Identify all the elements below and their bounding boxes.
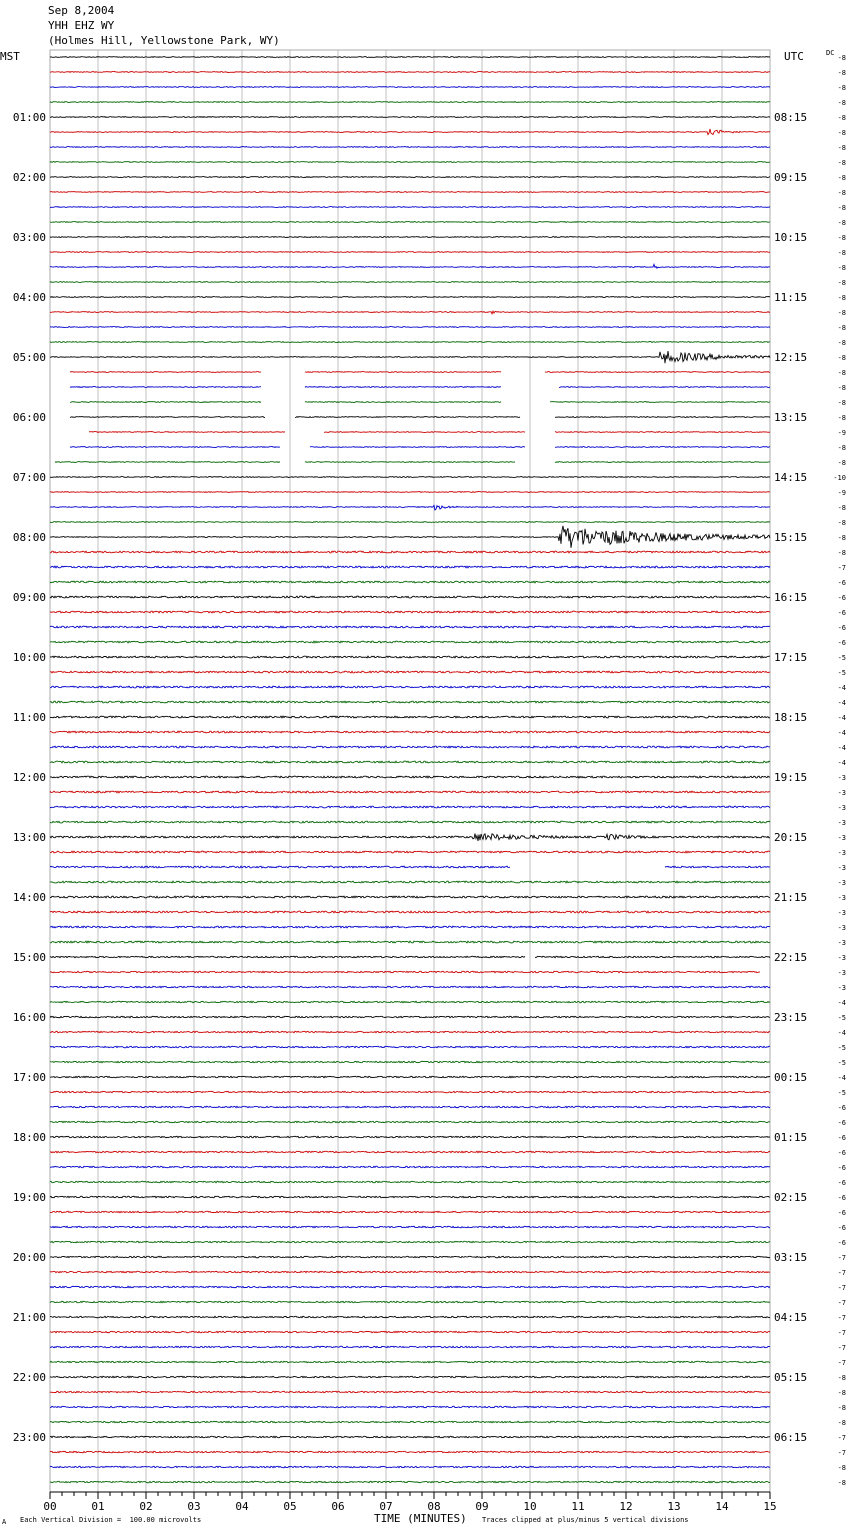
right-hour-label: 23:15 [774,1011,808,1024]
dc-offset-label: -6 [837,624,846,632]
trace-53 [50,851,770,853]
trace-37 [50,611,770,613]
trace-83 [50,1301,770,1303]
x-tick-label: 03 [187,1500,201,1513]
trace-24 [70,417,770,418]
trace-88 [50,1376,770,1378]
dc-offset-label: -8 [837,114,846,122]
trace-38 [50,626,770,628]
trace-71 [50,1121,770,1123]
dc-offset-label: -7 [837,1344,846,1352]
trace-23 [70,402,770,403]
dc-offset-label: -5 [837,1089,846,1097]
dc-offset-label: -8 [837,249,846,257]
dc-offset-label: -5 [837,654,846,662]
dc-offset-label: -8 [837,99,846,107]
dc-offset-label: -3 [837,834,846,842]
x-tick-label: 15 [763,1500,777,1513]
left-zone-label: MST [0,50,20,63]
trace-46 [50,746,770,748]
trace-8 [50,177,770,178]
trace-74 [50,1166,770,1168]
dc-offset-label: -6 [837,579,846,587]
trace-27 [55,462,770,463]
trace-81 [50,1271,770,1273]
trace-89 [50,1391,770,1392]
dc-offset-label: -5 [837,1059,846,1067]
right-hour-label: 02:15 [774,1191,808,1204]
plot-frame [50,50,770,1492]
left-hour-label: 02:00 [12,171,46,184]
dc-offset-label: -7 [837,1359,846,1367]
trace-15 [50,282,770,283]
minute-gridlines [50,50,770,1492]
dc-column-label: DC [826,49,835,57]
trace-39 [50,641,770,643]
dc-offset-label: -8 [837,369,846,377]
left-hour-label: 21:00 [12,1311,46,1324]
trace-11 [50,222,770,223]
trace-34 [50,566,770,568]
dc-offset-label: -6 [837,1194,846,1202]
right-hour-label: 09:15 [774,171,808,184]
trace-70 [50,1106,770,1108]
trace-10 [50,207,770,208]
trace-35 [50,581,770,583]
dc-offset-label: -6 [837,1104,846,1112]
dc-offset-label: -3 [837,969,846,977]
left-hour-label: 04:00 [12,291,46,304]
trace-80 [50,1256,770,1258]
dc-offset-label: -8 [837,324,846,332]
right-hour-label: 01:15 [774,1131,808,1144]
right-hour-label: 22:15 [774,951,808,964]
dc-offset-label: -8 [837,159,846,167]
right-hour-label: 21:15 [774,891,808,904]
dc-offset-label: -8 [837,174,846,182]
x-tick-label: 14 [715,1500,729,1513]
dc-offset-label: -8 [837,399,846,407]
trace-87 [50,1361,770,1363]
dc-offset-label: -6 [837,1119,846,1127]
dc-offset-label: -8 [837,234,846,242]
dc-offset-label: -7 [837,1434,846,1442]
x-tick-label: 11 [571,1500,585,1513]
left-hour-label: 18:00 [12,1131,46,1144]
left-hour-label: 08:00 [12,531,46,544]
trace-77 [50,1211,770,1213]
dc-offset-label: -9 [837,429,846,437]
station-location: (Holmes Hill, Yellowstone Park, WY) [48,34,280,47]
dc-offset-label: -10 [833,474,846,482]
dc-offset-label: -8 [837,84,846,92]
trace-84 [50,1316,770,1318]
trace-69 [50,1091,770,1093]
right-hour-label: 15:15 [774,531,808,544]
dc-offset-label: -4 [837,1074,846,1082]
dc-offset-label: -8 [837,204,846,212]
trace-9 [50,192,770,193]
x-tick-label: 10 [523,1500,537,1513]
dc-offset-label: -7 [837,1329,846,1337]
dc-offset-label: -8 [837,144,846,152]
dc-offset-label: -6 [837,1134,846,1142]
trace-50 [50,806,770,808]
scale-note: Each Vertical Division = 100.00 microvolts [20,1516,202,1524]
dc-offset-label: -4 [837,699,846,707]
dc-offset-label: -8 [837,1404,846,1412]
trace-76 [50,1196,770,1197]
dc-offset-label: -9 [837,489,846,497]
dc-offset-label: -8 [837,1374,846,1382]
dc-offset-label: -6 [837,1164,846,1172]
dc-offset-label: -8 [837,1464,846,1472]
dc-offset-label: -8 [837,264,846,272]
right-zone-label: UTC [784,50,804,63]
dc-offset-label: -4 [837,714,846,722]
dc-offset-label: -4 [837,759,846,767]
left-hour-label: 01:00 [12,111,46,124]
trace-20 [50,351,770,363]
dc-offset-label: -8 [837,384,846,392]
trace-22 [70,387,770,388]
trace-66 [50,1046,770,1048]
trace-26 [70,447,770,448]
trace-91 [50,1421,770,1423]
dc-offset-label: -4 [837,1029,846,1037]
dc-offset-label: -3 [837,924,846,932]
trace-45 [50,731,770,733]
dc-offset-label: -3 [837,819,846,827]
dc-offset-label: -4 [837,999,846,1007]
dc-offset-label: -7 [837,1314,846,1322]
trace-90 [50,1406,770,1408]
dc-offset-label: -4 [837,684,846,692]
dc-offset-label: -8 [837,309,846,317]
trace-31 [50,522,770,523]
dc-offset-label: -6 [837,1179,846,1187]
dc-offset-label: -3 [837,894,846,902]
trace-0 [50,57,770,58]
x-tick-label: 12 [619,1500,633,1513]
trace-1 [50,72,770,73]
left-hour-label: 05:00 [12,351,46,364]
trace-32 [50,526,770,548]
trace-4 [50,117,770,118]
right-hour-label: 16:15 [774,591,808,604]
dc-offset-label: -8 [837,219,846,227]
left-hour-label: 22:00 [12,1371,46,1384]
left-hour-label: 06:00 [12,411,46,424]
trace-55 [50,881,770,883]
left-hour-label: 03:00 [12,231,46,244]
x-tick-label: 08 [427,1500,441,1513]
trace-92 [50,1436,770,1438]
trace-63 [50,1001,770,1003]
dc-offset-label: -8 [837,69,846,77]
trace-62 [50,986,770,988]
left-hour-label: 23:00 [12,1431,46,1444]
trace-57 [50,911,770,913]
trace-47 [50,761,770,763]
dc-offset-label: -6 [837,1209,846,1217]
right-hour-label: 05:15 [774,1371,808,1384]
time-axis [43,1492,776,1513]
dc-offset-label: -8 [837,339,846,347]
clip-note: Traces clipped at plus/minus 5 vertical divisions [482,1516,689,1524]
dc-offset-label: -8 [837,354,846,362]
left-hour-label: 07:00 [12,471,46,484]
dc-offset-label: -8 [837,1389,846,1397]
x-tick-label: 13 [667,1500,681,1513]
x-tick-label: 02 [139,1500,153,1513]
left-hour-label: 10:00 [12,651,46,664]
trace-42 [50,686,770,688]
trace-64 [50,1016,770,1018]
trace-7 [50,162,770,163]
trace-41 [50,671,770,673]
trace-30 [50,505,770,510]
left-hour-label: 16:00 [12,1011,46,1024]
trace-73 [50,1151,770,1153]
dc-offset-label: -4 [837,729,846,737]
dc-offset-label: -3 [837,954,846,962]
right-hour-label: 11:15 [774,291,808,304]
trace-51 [50,821,770,823]
trace-67 [50,1061,770,1062]
seismic-traces [50,57,770,1483]
x-tick-label: 07 [379,1500,393,1513]
trace-19 [50,342,770,343]
dc-offset-label: -6 [837,1149,846,1157]
dc-offset-label: -7 [837,1254,846,1262]
dc-offset-label: -8 [837,54,846,62]
trace-94 [50,1466,770,1468]
trace-18 [50,327,770,328]
chart-date-title: Sep 8,2004 [48,4,115,17]
dc-offset-label: -8 [837,189,846,197]
trace-60 [50,956,770,957]
trace-12 [50,237,770,238]
x-tick-label: 04 [235,1500,249,1513]
x-tick-label: 01 [91,1500,105,1513]
dc-offset-label: -8 [837,129,846,137]
dc-offset-label: -5 [837,669,846,677]
corner-mark: A [2,1518,7,1526]
left-hour-label: 17:00 [12,1071,46,1084]
trace-59 [50,941,770,943]
left-hour-label: 20:00 [12,1251,46,1264]
x-tick-label: 09 [475,1500,489,1513]
trace-86 [50,1346,770,1348]
trace-95 [50,1481,770,1483]
left-hour-label: 11:00 [12,711,46,724]
right-hour-label: 12:15 [774,351,808,364]
dc-offset-label: -6 [837,609,846,617]
dc-offset-label: -8 [837,504,846,512]
dc-offset-label: -8 [837,534,846,542]
trace-54 [50,866,770,868]
dc-offset-label: -8 [837,279,846,287]
right-hour-label: 20:15 [774,831,808,844]
trace-65 [50,1031,770,1033]
trace-44 [50,716,770,718]
left-hour-label: 13:00 [12,831,46,844]
dc-offset-label: -8 [837,1479,846,1487]
right-hour-label: 18:15 [774,711,808,724]
trace-79 [50,1241,770,1242]
dc-offset-label: -5 [837,1044,846,1052]
dc-offset-label: -8 [837,1419,846,1427]
right-hour-label: 17:15 [774,651,808,664]
trace-36 [50,596,770,598]
trace-48 [50,776,770,778]
dc-offset-label: -8 [837,549,846,557]
left-hour-label: 09:00 [12,591,46,604]
trace-72 [50,1136,770,1138]
trace-68 [50,1076,770,1077]
dc-offset-label: -3 [837,879,846,887]
trace-61 [50,971,760,973]
trace-52 [50,834,770,841]
dc-offset-label: -3 [837,939,846,947]
trace-49 [50,791,770,793]
trace-93 [50,1451,770,1453]
dc-offset-label: -7 [837,564,846,572]
trace-75 [50,1181,770,1183]
left-hour-label: 12:00 [12,771,46,784]
right-hour-label: 08:15 [774,111,808,124]
right-hour-label: 03:15 [774,1251,808,1264]
left-hour-label: 19:00 [12,1191,46,1204]
dc-offset-label: -3 [837,849,846,857]
dc-offset-label: -6 [837,1239,846,1247]
trace-78 [50,1226,770,1228]
left-hour-label: 15:00 [12,951,46,964]
x-tick-label: 00 [43,1500,57,1513]
trace-28 [50,477,770,478]
dc-offset-label: -8 [837,519,846,527]
dc-offset-label: -7 [837,1284,846,1292]
trace-16 [50,297,770,298]
trace-58 [50,926,770,928]
dc-offset-label: -6 [837,1224,846,1232]
trace-33 [50,551,770,553]
dc-offset-label: -3 [837,909,846,917]
right-hour-label: 00:15 [774,1071,808,1084]
right-hour-label: 04:15 [774,1311,808,1324]
dc-offset-label: -8 [837,459,846,467]
trace-25 [89,432,770,433]
right-hour-label: 19:15 [774,771,808,784]
trace-21 [70,372,770,373]
trace-43 [50,701,770,703]
trace-17 [50,311,770,314]
trace-13 [50,252,770,253]
dc-offset-label: -6 [837,639,846,647]
trace-14 [50,264,770,268]
station-code: YHH EHZ WY [48,19,115,32]
dc-offset-label: -3 [837,804,846,812]
x-tick-label: 06 [331,1500,345,1513]
trace-40 [50,656,770,658]
trace-5 [50,129,770,135]
trace-85 [50,1331,770,1333]
dc-offset-label: -5 [837,1014,846,1022]
right-hour-label: 10:15 [774,231,808,244]
dc-offset-label: -3 [837,864,846,872]
right-hour-label: 13:15 [774,411,808,424]
dc-offset-label: -8 [837,444,846,452]
dc-offset-label: -8 [837,294,846,302]
dc-offset-label: -7 [837,1449,846,1457]
dc-offset-label: -3 [837,774,846,782]
dc-offset-label: -7 [837,1299,846,1307]
dc-offset-label: -3 [837,984,846,992]
trace-6 [50,147,770,148]
x-tick-label: 05 [283,1500,297,1513]
trace-2 [50,87,770,88]
dc-offset-label: -8 [837,414,846,422]
trace-29 [50,492,770,493]
right-hour-label: 06:15 [774,1431,808,1444]
trace-3 [50,102,770,103]
dc-offset-label: -7 [837,1269,846,1277]
right-hour-label: 14:15 [774,471,808,484]
dc-offset-label: -4 [837,744,846,752]
dc-offset-label: -6 [837,594,846,602]
left-hour-label: 14:00 [12,891,46,904]
dc-offset-label: -3 [837,789,846,797]
trace-82 [50,1286,770,1287]
trace-56 [50,896,770,898]
x-axis-title: TIME (MINUTES) [374,1512,467,1525]
